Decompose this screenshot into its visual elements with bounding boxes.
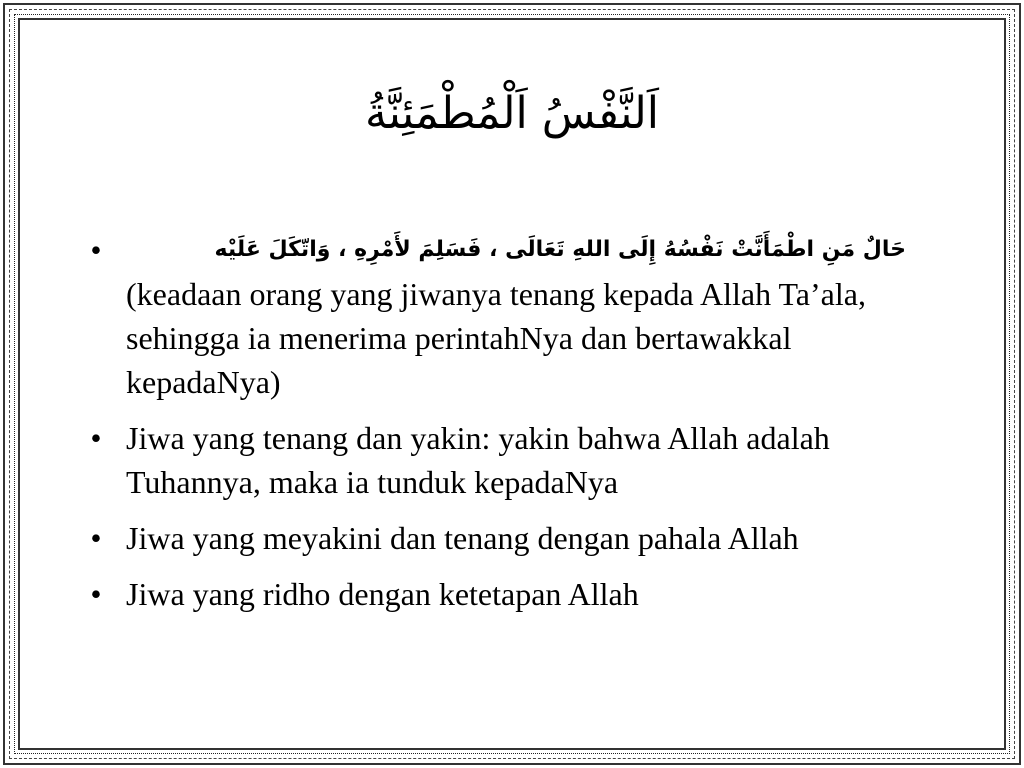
slide-content	[82, 228, 944, 628]
bullet-icon: •	[90, 420, 102, 456]
bullet-list	[82, 228, 944, 616]
slide-title: اَلنَّفْسُ اَلْمُطْمَئِنَّةُ	[365, 88, 659, 139]
bullet-icon: •	[90, 576, 102, 612]
bullet-text: Jiwa yang tenang dan yakin: yakin bahwa Allah adalah Tuhannya, maka ia tunduk kepadaNya	[126, 420, 830, 500]
bullet-item	[82, 228, 944, 404]
arabic-definition: حَالٌ مَنِ اطْمَأَنَّتْ نَفْسُهُ إِلَى اللهِ تَعَالَى ، فَسَلِمَ لأَمْرِهِ ، وَاتّكَلَ عَلَيْه	[214, 237, 906, 262]
bullet-icon: •	[90, 520, 102, 556]
bullet-text: Jiwa yang meyakini dan tenang dengan pahala Allah	[126, 520, 799, 556]
bullet-item	[82, 516, 944, 560]
bullet-icon: •	[90, 232, 102, 268]
bullet-item	[82, 416, 944, 504]
bullet-text: (keadaan orang yang jiwanya tenang kepada Allah Ta’ala, sehingga ia menerima perintahNya dan bertawakkal kepadaNya)	[126, 276, 866, 400]
bullet-item	[82, 572, 944, 616]
bullet-text: Jiwa yang ridho dengan ketetapan Allah	[126, 576, 639, 612]
